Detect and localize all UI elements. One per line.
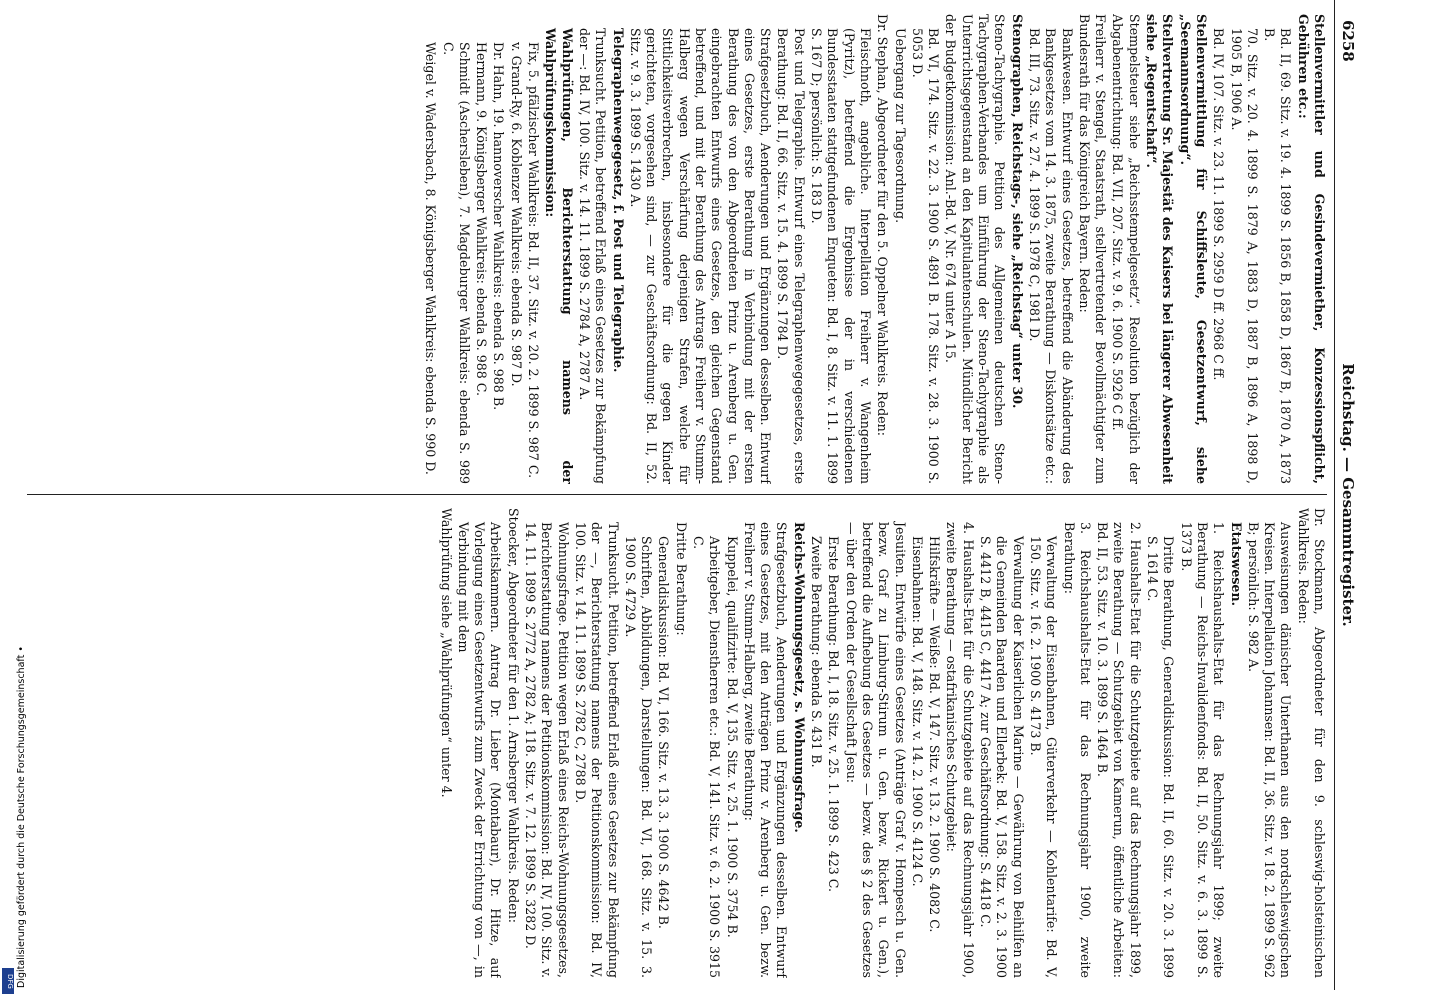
- register-entry: Stenographen, Reichstags-, siehe „Reichstag“ unter 30.: [1009, 14, 1025, 409]
- register-entry: Fix, 5. pfälzischer Wahlkreis: Bd. II, 37. Sitz. v. 20. 2. 1899 S. 987 C.: [526, 42, 542, 479]
- register-entry: Stellenvermittler und Gesindevermiether, Konzessionspflicht, Gebühren etc.:: [1295, 14, 1327, 484]
- register-entry: Freiherr v. Stengel, Staatsrath, stellvertretender Bevollmächtigter zum Bundesrath für das Königreich Bayern. Reden:: [1076, 14, 1109, 484]
- column-divider: [27, 494, 1327, 495]
- register-entry: Trunksucht. Petition, betreffend Erlaß eines Gesetzes zur Bekämpfung der —: Bd. IV, 100. Sitz. v. 14. 11. 1899 S. 2784 A, 2787 A.: [576, 28, 609, 484]
- register-entry: Bankwesen. Entwurf eines Gesetzes, betreffend die Abänderung des Bankgesetzes vom 14. 3. 1875, zweite Berathung — Diskontsätze etc.: Bd. III, 73. Sitz. v. 27. 4. 1899 S. 1978 C, 1981 D.: [1026, 28, 1075, 484]
- register-entry: Dr. Hahn, 19. hannoverscher Wahlkreis: ebenda S. 988 B.: [491, 42, 507, 411]
- left-column: [27, 14, 1327, 484]
- register-entry: Dr. Stockmann, Abgeordneter für den 9. schleswig-holsteinischen Wahlkreis. Reden:: [1295, 508, 1327, 978]
- register-entry: 70. Sitz. v. 20. 4. 1899 S. 1879 A, 1883 D, 1887 B, 1896 A, 1898 D, 1905 B, 1906 A.: [1228, 28, 1260, 484]
- register-entry: Bd. IV, 107. Sitz. v. 23. 11. 1899 S. 2959 D ff. 2968 C ff.: [1211, 28, 1227, 381]
- dfg-logo: DFG: [2, 968, 14, 994]
- register-entry: Verwaltung der Eisenbahnen, Güterverkehr — Kohlentarife: Bd. V, 150. Sitz. v. 16. 2. 1900 S. 4173 B.: [1027, 536, 1060, 978]
- register-entry: Erste Berathung: Bd. I, 18. Sitz. v. 25. 1. 1899 S. 423 C.: [826, 536, 842, 892]
- register-entry: Schriften, Abbildungen, Darstellungen: Bd. VI, 168. Sitz. v. 15. 3. 1900 S. 4729 A.: [622, 536, 655, 978]
- register-entry: Stellenvermittlung für Schiffsleute, Gesetzentwurf, siehe „Seemannsordnung“.: [1177, 14, 1209, 484]
- digitization-credit: [2, 0, 27, 1000]
- register-entry: Ausweisungen dänischer Unterthanen aus den nordschleswigschen Kreisen. Interpellation Johannsen: Bd. II, 36. Sitz. v. 18. 2. 1899 S. 962 B; persönlich: S. 982 A.: [1245, 522, 1294, 978]
- register-entry: Reichs-Wohnungsgesetz, s. Wohnungsfrage.: [791, 522, 807, 833]
- register-entry: Wahlprüfungen, Berichterstattung namens der Wahlprüfungskommission:: [543, 28, 575, 484]
- register-entry: Hermann, 9. Königsberger Wahlkreis: ebenda S. 988 C.: [474, 42, 490, 396]
- register-entry: Hilfskräfte — Weiße: Bd. V, 147. Sitz. v. 13. 2. 1900 S. 4082 C.: [927, 536, 943, 933]
- register-entry: 4. Haushalts-Etat für die Schutzgebiete auf das Rechnungsjahr 1900, zweite Berathung — ostafrikanisches Schutzgebiet:: [944, 522, 976, 978]
- register-entry: Arbeitskammern. Antrag Dr. Lieber (Montabaur), Dr. Hitze, auf Vorlegung eines Gesetzentwurfs zum Zweck der Errichtung von —, in Verbindung mit dem: [455, 522, 504, 978]
- register-entry: Stellvertretung Sr. Majestät des Kaisers bei längerer Abwesenheit siehe „Regentschaft“.: [1144, 14, 1176, 484]
- right-column: [27, 508, 1327, 978]
- register-entry: Dr. Stephan, Abgeordneter für den 5. Oppelner Wahlkreis. Reden:: [875, 14, 891, 436]
- register-entry: Bd. II, 69. Sitz. v. 19. 4. 1899 S. 1856 B, 1858 D, 1867 B, 1870 A, 1873 B.: [1262, 28, 1294, 484]
- register-entry: v. Grand-Ry, 6. Koblenzer Wahlkreis: ebenda S. 987 D.: [508, 42, 524, 387]
- register-entry: Wohnungsfrage. Petition wegen Erlaß eines Reichs-Wohnungsgesetzes, Berichterstattung namens der Petitionskommission: Bd. IV, 100. Sitz. v. 14. 11. 1899 S. 2772 A, 2782 A; 118. Sitz. v. 7. 12. 1899 S. 3282 D.: [523, 522, 571, 978]
- register-entry: Bd. VI, 174. Sitz. v. 22. 3. 1900 S. 4891 B. 178. Sitz. v. 28. 3. 1900 S. 5053 D.: [909, 28, 942, 484]
- register-entry: Stempelsteuer siehe „Reichsstempelgesetz“. Resolution bezüglich der Abgabenentrichtung: Bd. VII, 207. Sitz. v. 9. 6. 1900 S. 5926 C ff.: [1110, 14, 1142, 484]
- register-entry: Generaldiskussion: Bd. VI, 166. Sitz. v. 13. 3. 1900 S. 4642 B.: [656, 536, 672, 929]
- register-entry: Strafgesetzbuch, Aenderungen und Ergänzungen desselben. Entwurf eines Gesetzes, erste Berathung in Verbindung mit der ersten Berathung des von den Abgeordneten Prinz u. Arenberg u. Gen. eingebrachten Entwurfs eines Gesetzes, den gleichen Gegenstand betreffend, und mit der Berathung des Antrags Freiherr v. Stumm-Halberg wegen Verschärfung derjenigen Strafen, welche für Sittlichkeitsverbrechen, insbesondere für die gegen Kinder gerichteten, vorgesehen sind, — zur Geschäftsordnung: Bd. II, 52. Sitz. v. 9. 3. 1899 S. 1430 A.: [627, 28, 774, 484]
- register-entry: Telegraphenwegegesetz, f. Post und Telegraphie.: [610, 28, 626, 373]
- credit-text: Digitalisierung gefördert durch die Deutsche Forschungsgemeinschaft •: [16, 646, 27, 988]
- register-entry: Uebergang zur Tagesordnung.: [892, 28, 908, 224]
- register-entry: Fleischnoth, angebliche. Interpellation Freiherr v. Wangenheim (Pyritz), betreffend die Ergebnisse der in verschiedenen Bundesstaaten stattgefundenen Enqueten: Bd. I, 8. Sitz. v. 11. 1. 1899 S. 167 D; persönlich: S. 183 D.: [809, 28, 873, 484]
- register-entry: Schmidt (Aschersleben), 7. Magdeburger Wahlkreis: ebenda S. 989 C.: [440, 42, 472, 484]
- register-entry: 2. Haushalts-Etat für die Schutzgebiete auf das Rechnungsjahr 1899, zweite Berathung — Schutzgebiet von Kamerun, öffentliche Arbeiten: Bd. II, 53. Sitz. v. 10. 3. 1899 S. 1464 B.: [1095, 522, 1143, 978]
- register-entry: Weigel v. Wadersbach, 8. Königsberger Wahlkreis: ebenda S. 990 D.: [423, 42, 439, 475]
- page-number: 6258: [1339, 20, 1357, 62]
- running-title: Reichstag. — Gesammtregister.: [1339, 363, 1357, 627]
- register-entry: Dritte Berathung:: [673, 522, 689, 636]
- register-entry: Post und Telegraphie. Entwurf eines Telegraphenwegegesetzes, erste Berathung: Bd. II, 66. Sitz. v. 15. 4. 1899 S. 1784 D.: [775, 28, 807, 484]
- register-entry: 3. Reichshaushalts-Etat für das Rechnungsjahr 1900, zweite Berathung:: [1061, 522, 1093, 978]
- register-entry: Etatswesen.: [1228, 522, 1244, 606]
- register-entry: Zweite Berathung: ebenda S. 431 B.: [809, 536, 825, 768]
- register-entry: Stoecker, Abgeordneter für den 1. Arnsberger Wahlkreis. Reden:: [505, 508, 521, 924]
- register-entry: Kuppelei, qualifizirte: Bd. V, 135. Sitz. v. 25. 1. 1900 S. 3754 B.: [724, 536, 740, 938]
- page-header: [1333, 20, 1357, 970]
- register-entry: Verwaltung der Kaiserlichen Marine — Gewährung von Beihilfen an die Gemeinden Baarden und Ellerbek: Bd. V, 158. Sitz. v. 2. 3. 1900 S. 4412 B, 4415 C, 4417 A; zur Geschäftsordnung: S. 4418 C.: [978, 536, 1026, 978]
- register-entry: Wahlprüfung siehe „Wahlprüfungen“ unter 4.: [438, 508, 454, 798]
- register-entry: Steno-Tachygraphie. Petition des Allgemeinen deutschen Steno-Tachygraphen-Verbandes um Einführung der Steno-Tachygraphie als Unterrichtsgegenstand an den Kapitulantenschulen. Mündlicher Bericht der Budgetkommission: Anl.-Bd. V, Nr. 674 unter A 15.: [943, 14, 1008, 484]
- register-entry: Jesuiten. Entwürfe eines Gesetzes (Anträge Graf v. Hompesch u. Gen. bezw. Graf zu Limburg-Stirum u. Gen. bezw. Rickert u. Gen.), betreffend die Aufhebung des Gesetzes — bezw. des § 2 des Gesetzes — über den Orden der Gesellschaft Jesu:: [843, 522, 908, 978]
- rotated-register-page: [17, 0, 1367, 990]
- header-rule: [1334, 0, 1335, 990]
- register-entry: Arbeitgeber, Dienstherren etc.: Bd. V, 141. Sitz. v. 6. 2. 1900 S. 3915 C.: [691, 536, 723, 978]
- register-entry: Eisenbahnen: Bd. V, 148. Sitz. v. 14. 2. 1900 S. 4124 C.: [909, 536, 925, 887]
- register-entry: 1. Reichshaushalts-Etat für das Rechnungsjahr 1899; zweite Berathung — Reichs-Invalidenfonds: Bd. II, 50. Sitz. v. 6. 3. 1899 S. 1373 B.: [1178, 522, 1227, 978]
- register-entry: Strafgesetzbuch, Aenderungen und Ergänzungen desselben. Entwurf eines Gesetzes, mit den Anträgen Prinz v. Arenberg u. Gen. bezw. Freiherr v. Stumm-Halberg, zweite Berathung:: [741, 522, 790, 978]
- register-entry: Trunksucht. Petition, betreffend Erlaß eines Gesetzes zur Bekämpfung der —, Berichterstattung namens der Petitionskommission: Bd. IV, 100. Sitz. v. 14. 11. 1899 S. 2782 C, 2788 D.: [572, 522, 621, 978]
- register-entry: Dritte Berathung, Generaldiskussion: Bd. II, 60. Sitz. v. 20. 3. 1899 S. 1614 C.: [1145, 536, 1177, 978]
